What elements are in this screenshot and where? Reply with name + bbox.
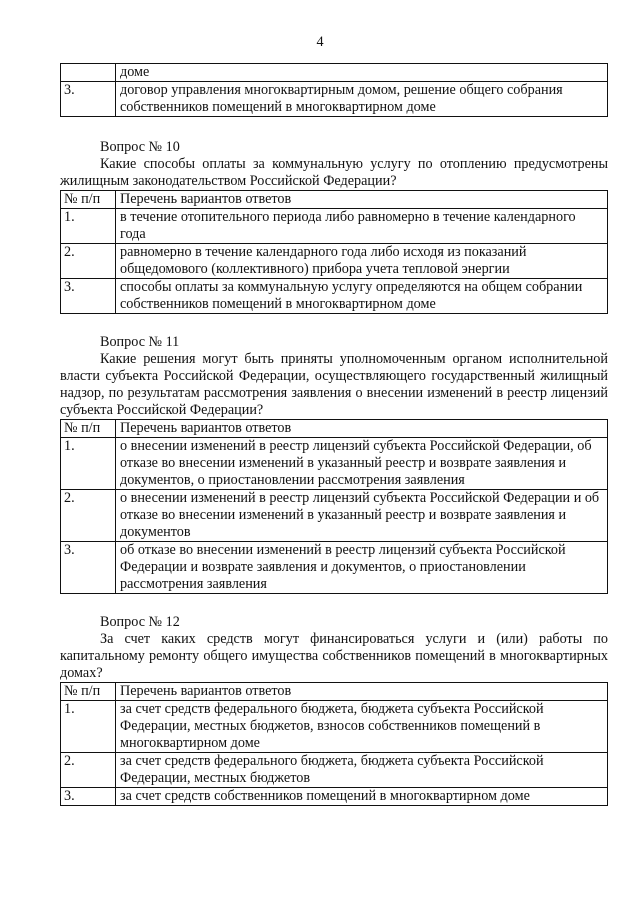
answer-number: 3.: [61, 788, 116, 806]
answer-number: 3.: [61, 279, 116, 314]
question-11: [60, 334, 608, 594]
table-header-row: [61, 420, 608, 438]
answer-text: о внесении изменений в реестр лицензий субъекта Российской Федерации и об отказе во внесении изменений в указанный реестр и возврате заявления и документов: [116, 490, 608, 542]
question-text: Какие способы оплаты за коммунальную услугу по отоплению предусмотрены жилищным законодательством Российской Федерации?: [60, 156, 608, 189]
table-row: [61, 64, 608, 82]
answer-text: об отказе во внесении изменений в реестр лицензий субъекта Российской Федерации и возврате заявления и документов, о приостановлении рассмотрения заявления: [116, 542, 608, 594]
question-title: Вопрос № 10: [100, 139, 180, 155]
answer-text: в течение отопительного периода либо равномерно в течение календарного года: [116, 209, 608, 244]
answer-number: [61, 64, 116, 82]
table-header-row: [61, 683, 608, 701]
column-header-answers: Перечень вариантов ответов: [116, 420, 608, 438]
answer-text: за счет средств собственников помещений в многоквартирном доме: [116, 788, 608, 806]
column-header-answers: Перечень вариантов ответов: [116, 683, 608, 701]
table-header-row: [61, 191, 608, 209]
answer-text: способы оплаты за коммунальную услугу определяются на общем собрании собственников помещений в многоквартирном доме: [116, 279, 608, 314]
answer-number: 2.: [61, 490, 116, 542]
table-row: [61, 209, 608, 244]
table-row: [61, 438, 608, 490]
answer-text: доме: [116, 64, 608, 82]
answer-number: 2.: [61, 244, 116, 279]
question-text: Какие решения могут быть приняты уполномоченным органом исполнительной власти субъекта Российской Федерации, осуществляющего государственный жилищный надзор, по результатам рассмотрения заявления о внесении изменений в реестр лицензий субъекта Российской Федерации?: [60, 351, 608, 418]
answer-text: договор управления многоквартирным домом, решение общего собрания собственников помещений в многоквартирном доме: [116, 82, 608, 117]
answer-text: за счет средств федерального бюджета, бюджета субъекта Российской Федерации, местных бюджетов: [116, 753, 608, 788]
answer-text: за счет средств федерального бюджета, бюджета субъекта Российской Федерации, местных бюджетов, взносов собственников помещений в многоквартирном доме: [116, 701, 608, 753]
answers-table: [60, 190, 608, 314]
answer-text: равномерно в течение календарного года либо исходя из показаний общедомового (коллективного) прибора учета тепловой энергии: [116, 244, 608, 279]
table-row: [61, 490, 608, 542]
question-title: Вопрос № 11: [100, 334, 180, 350]
table-row: [61, 788, 608, 806]
column-header-answers: Перечень вариантов ответов: [116, 191, 608, 209]
table-row: [61, 82, 608, 117]
document-body: [60, 63, 608, 806]
answer-number: 1.: [61, 701, 116, 753]
table-row: [61, 753, 608, 788]
table-row: [61, 244, 608, 279]
answer-number: 1.: [61, 438, 116, 490]
column-header-number: № п/п: [61, 191, 116, 209]
answer-number: 3.: [61, 82, 116, 117]
question-10: [60, 139, 608, 314]
answer-number: 1.: [61, 209, 116, 244]
continued-answers-table: [60, 63, 608, 117]
answer-number: 3.: [61, 542, 116, 594]
question-title: Вопрос № 12: [100, 614, 180, 630]
answers-table: [60, 419, 608, 594]
answer-text: о внесении изменений в реестр лицензий субъекта Российской Федерации, об отказе во внесении изменений в указанный реестр и возврате заявления и документов, о приостановлении рассмотрения заявления: [116, 438, 608, 490]
table-row: [61, 701, 608, 753]
question-12: [60, 614, 608, 806]
answers-table: [60, 682, 608, 806]
column-header-number: № п/п: [61, 683, 116, 701]
page-number: 4: [316, 34, 324, 50]
question-text: За счет каких средств могут финансироваться услуги и (или) работы по капитальному ремонту общего имущества собственников помещений в многоквартирных домах?: [60, 631, 608, 681]
column-header-number: № п/п: [61, 420, 116, 438]
table-row: [61, 542, 608, 594]
answer-number: 2.: [61, 753, 116, 788]
table-row: [61, 279, 608, 314]
